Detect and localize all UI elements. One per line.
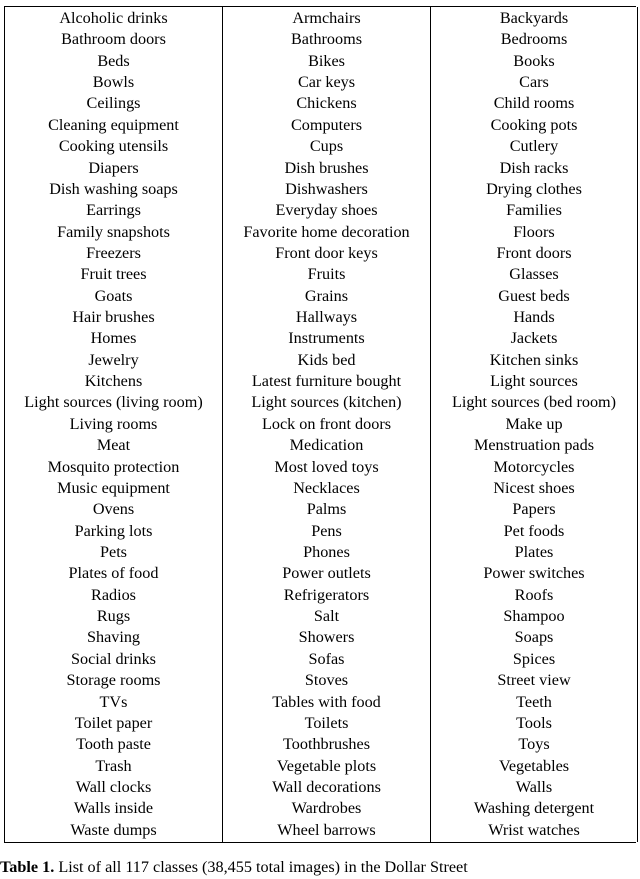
table-cell: Families (431, 200, 638, 221)
table-cell: Pet foods (431, 521, 638, 542)
table-cell: Tooth paste (5, 734, 223, 755)
table-cell: Papers (431, 499, 638, 520)
table-cell: Ovens (5, 499, 223, 520)
classes-table-container (4, 6, 636, 843)
table-cell: Bowls (5, 72, 223, 93)
table-cell: Books (431, 51, 638, 72)
table-row (5, 414, 638, 435)
table-row (5, 649, 638, 670)
table-cell: Plates of food (5, 563, 223, 584)
table-cell: Medication (223, 435, 431, 456)
table-cell: Earrings (5, 200, 223, 221)
table-cell: Bedrooms (431, 29, 638, 50)
table-cell: Bathrooms (223, 29, 431, 50)
table-cell: Stoves (223, 670, 431, 691)
table-row (5, 521, 638, 542)
classes-table-body (5, 7, 638, 842)
table-row (5, 606, 638, 627)
table-row (5, 7, 638, 29)
table-cell: Shampoo (431, 606, 638, 627)
table-row (5, 777, 638, 798)
table-cell: Washing detergent (431, 798, 638, 819)
table-cell: Cooking pots (431, 115, 638, 136)
table-row (5, 51, 638, 72)
table-row (5, 820, 638, 842)
table-row (5, 264, 638, 285)
table-cell: Dish brushes (223, 158, 431, 179)
table-row (5, 115, 638, 136)
table-row (5, 158, 638, 179)
table-row (5, 627, 638, 648)
table-row (5, 200, 638, 221)
table-cell: Showers (223, 627, 431, 648)
table-cell: Kitchen sinks (431, 350, 638, 371)
table-row (5, 670, 638, 691)
table-cell: Rugs (5, 606, 223, 627)
table-cell: Kids bed (223, 350, 431, 371)
table-cell: Make up (431, 414, 638, 435)
table-cell: Roofs (431, 585, 638, 606)
table-cell: Music equipment (5, 478, 223, 499)
table-row (5, 585, 638, 606)
table-cell: Sofas (223, 649, 431, 670)
table-cell: Menstruation pads (431, 435, 638, 456)
table-cell: Wall clocks (5, 777, 223, 798)
table-cell: Guest beds (431, 286, 638, 307)
table-cell: Pens (223, 521, 431, 542)
table-cell: Wardrobes (223, 798, 431, 819)
table-cell: Parking lots (5, 521, 223, 542)
table-cell: Storage rooms (5, 670, 223, 691)
table-row (5, 563, 638, 584)
table-cell: Cups (223, 136, 431, 157)
table-row (5, 286, 638, 307)
table-row (5, 734, 638, 755)
table-cell: Salt (223, 606, 431, 627)
table-cell: TVs (5, 692, 223, 713)
table-cell: Tables with food (223, 692, 431, 713)
table-cell: Goats (5, 286, 223, 307)
table-cell: Tools (431, 713, 638, 734)
table-row (5, 29, 638, 50)
table-cell: Chickens (223, 93, 431, 114)
table-row (5, 713, 638, 734)
table-cell: Shaving (5, 627, 223, 648)
caption-text: List of all 117 classes (38,455 total images) in the Dollar Street (58, 858, 468, 876)
table-row (5, 222, 638, 243)
table-row (5, 756, 638, 777)
table-cell: Homes (5, 328, 223, 349)
table-cell: Lock on front doors (223, 414, 431, 435)
table-cell: Fruits (223, 264, 431, 285)
table-cell: Soaps (431, 627, 638, 648)
table-cell: Pets (5, 542, 223, 563)
table-cell: Walls inside (5, 798, 223, 819)
table-cell: Drying clothes (431, 179, 638, 200)
table-cell: Floors (431, 222, 638, 243)
table-cell: Vegetable plots (223, 756, 431, 777)
table-cell: Child rooms (431, 93, 638, 114)
table-cell: Nicest shoes (431, 478, 638, 499)
table-cell: Wall decorations (223, 777, 431, 798)
table-row (5, 499, 638, 520)
table-cell: Bikes (223, 51, 431, 72)
table-cell: Palms (223, 499, 431, 520)
table-cell: Everyday shoes (223, 200, 431, 221)
table-cell: Diapers (5, 158, 223, 179)
table-cell: Kitchens (5, 371, 223, 392)
table-cell: Light sources (bed room) (431, 392, 638, 413)
table-cell: Teeth (431, 692, 638, 713)
caption-label: Table 1. (0, 858, 55, 876)
table-cell: Power switches (431, 563, 638, 584)
table-cell: Beds (5, 51, 223, 72)
table-cell: Power outlets (223, 563, 431, 584)
table-cell: Waste dumps (5, 820, 223, 842)
table-cell: Dish racks (431, 158, 638, 179)
table-cell: Wheel barrows (223, 820, 431, 842)
table-cell: Grains (223, 286, 431, 307)
table-cell: Cars (431, 72, 638, 93)
table-cell: Spices (431, 649, 638, 670)
table-cell: Hair brushes (5, 307, 223, 328)
table-cell: Armchairs (223, 7, 431, 29)
table-cell: Most loved toys (223, 457, 431, 478)
table-row (5, 798, 638, 819)
table-cell: Plates (431, 542, 638, 563)
table-cell: Living rooms (5, 414, 223, 435)
table-cell: Light sources (kitchen) (223, 392, 431, 413)
table-cell: Family snapshots (5, 222, 223, 243)
table-cell: Toys (431, 734, 638, 755)
table-row (5, 72, 638, 93)
table-row (5, 478, 638, 499)
table-cell: Freezers (5, 243, 223, 264)
table-row (5, 243, 638, 264)
table-row (5, 350, 638, 371)
table-cell: Walls (431, 777, 638, 798)
table-cell: Street view (431, 670, 638, 691)
table-cell: Cleaning equipment (5, 115, 223, 136)
table-cell: Light sources (living room) (5, 392, 223, 413)
table-cell: Cutlery (431, 136, 638, 157)
table-cell: Favorite home decoration (223, 222, 431, 243)
table-row (5, 136, 638, 157)
table-cell: Front doors (431, 243, 638, 264)
table-row (5, 93, 638, 114)
table-cell: Necklaces (223, 478, 431, 499)
table-cell: Toilets (223, 713, 431, 734)
table-cell: Dish washing soaps (5, 179, 223, 200)
table-cell: Jackets (431, 328, 638, 349)
table-row (5, 457, 638, 478)
table-cell: Jewelry (5, 350, 223, 371)
table-cell: Trash (5, 756, 223, 777)
table-cell: Toothbrushes (223, 734, 431, 755)
table-row (5, 179, 638, 200)
table-cell: Cooking utensils (5, 136, 223, 157)
table-cell: Bathroom doors (5, 29, 223, 50)
table-cell: Vegetables (431, 756, 638, 777)
table-cell: Car keys (223, 72, 431, 93)
table-cell: Fruit trees (5, 264, 223, 285)
table-row (5, 435, 638, 456)
table-cell: Motorcycles (431, 457, 638, 478)
table-row (5, 392, 638, 413)
table-cell: Instruments (223, 328, 431, 349)
table-row (5, 328, 638, 349)
table-cell: Hands (431, 307, 638, 328)
table-caption (0, 858, 640, 877)
table-bottom-rule (4, 842, 636, 843)
table-cell: Meat (5, 435, 223, 456)
table-row (5, 371, 638, 392)
table-cell: Computers (223, 115, 431, 136)
table-cell: Refrigerators (223, 585, 431, 606)
table-cell: Toilet paper (5, 713, 223, 734)
table-cell: Alcoholic drinks (5, 7, 223, 29)
table-row (5, 692, 638, 713)
table-cell: Hallways (223, 307, 431, 328)
table-cell: Latest furniture bought (223, 371, 431, 392)
table-cell: Backyards (431, 7, 638, 29)
table-cell: Wrist watches (431, 820, 638, 842)
classes-table (4, 7, 638, 842)
table-cell: Glasses (431, 264, 638, 285)
table-cell: Ceilings (5, 93, 223, 114)
table-cell: Front door keys (223, 243, 431, 264)
table-cell: Radios (5, 585, 223, 606)
table-cell: Dishwashers (223, 179, 431, 200)
table-cell: Mosquito protection (5, 457, 223, 478)
table-cell: Phones (223, 542, 431, 563)
table-cell: Social drinks (5, 649, 223, 670)
table-cell: Light sources (431, 371, 638, 392)
table-row (5, 307, 638, 328)
table-row (5, 542, 638, 563)
